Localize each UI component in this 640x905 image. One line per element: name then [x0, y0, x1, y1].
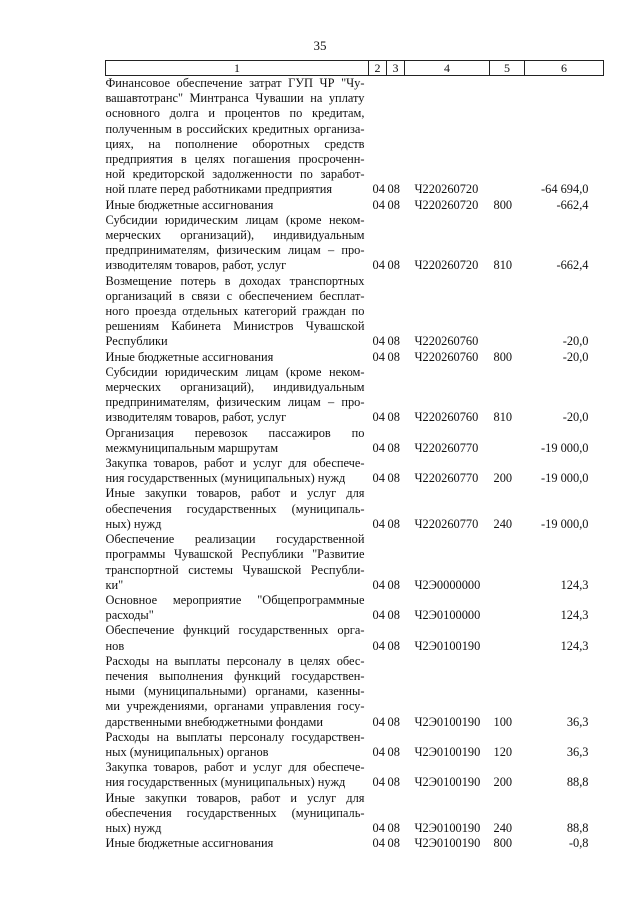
- expense-type-code: [490, 274, 525, 350]
- target-article-code: Ч220260720: [414, 197, 479, 212]
- amount: 36,3: [566, 744, 589, 759]
- description-line: предпринимателям, физическим лицам – про-: [105, 395, 365, 410]
- description-line: расходы": [105, 608, 154, 623]
- description-line: мерческих организаций), индивидуальным: [105, 228, 365, 243]
- target-article-code: Ч220260770: [414, 471, 479, 486]
- expense-type-code: 120: [493, 744, 513, 759]
- description-line: Иные бюджетные ассигнования: [105, 349, 274, 364]
- row-description: [106, 836, 369, 851]
- table-row: [106, 365, 604, 426]
- header-col-3: 3: [387, 61, 405, 76]
- amount: 124,3: [560, 577, 589, 592]
- description-line: Иные закупки товаров, работ и услуг для: [105, 486, 365, 501]
- description-line: ных) нужд: [105, 516, 162, 531]
- section-code: 04: [372, 714, 385, 729]
- subsection-code: 08: [387, 577, 400, 592]
- subsection-code: 08: [387, 775, 400, 790]
- row-description: [106, 532, 369, 593]
- expense-type-code: [490, 76, 525, 198]
- table-row: [106, 76, 604, 198]
- table-row: [106, 532, 604, 593]
- description-line: организаций в связи с обеспечением бесплат-: [105, 288, 365, 303]
- subsection-code: 08: [387, 608, 400, 623]
- row-description: [106, 760, 369, 790]
- section-code: 04: [372, 471, 385, 486]
- expense-type-code: [490, 623, 525, 653]
- section-code: 04: [372, 334, 385, 349]
- description-line: Расходы на выплаты персоналу государствен-: [105, 729, 365, 744]
- row-description: [106, 654, 369, 730]
- table-row: [106, 654, 604, 730]
- amount: -19 000,0: [541, 471, 589, 486]
- row-description: [106, 213, 369, 274]
- description-line: дарственными внебюджетными фондами: [105, 714, 324, 729]
- section-code: 04: [372, 775, 385, 790]
- expense-type-code: 200: [493, 471, 513, 486]
- subsection-code: 08: [387, 471, 400, 486]
- table-row: [106, 350, 604, 365]
- amount: -19 000,0: [541, 440, 589, 455]
- target-article-code: Ч220260720: [414, 182, 479, 197]
- description-line: ных (муниципальных) органов: [105, 744, 269, 759]
- target-article-code: Ч220260770: [414, 440, 479, 455]
- section-code: 04: [372, 516, 385, 531]
- subsection-code: 08: [387, 258, 400, 273]
- row-description: [106, 198, 369, 213]
- row-description: [106, 426, 369, 456]
- description-line: Субсидии юридическим лицам (кроме неком-: [105, 364, 365, 379]
- amount: -662,4: [556, 197, 589, 212]
- amount: -0,8: [568, 836, 589, 851]
- target-article-code: Ч220260770: [414, 516, 479, 531]
- amount: 36,3: [566, 714, 589, 729]
- section-code: 04: [372, 182, 385, 197]
- section-code: 04: [372, 744, 385, 759]
- table-row: [106, 730, 604, 760]
- target-article-code: Ч220260760: [414, 334, 479, 349]
- description-line: ных) нужд: [105, 820, 162, 835]
- header-row: [106, 61, 604, 76]
- header-col-1: 1: [106, 61, 369, 76]
- description-line: Иные бюджетные ассигнования: [105, 836, 274, 851]
- description-line: межмуниципальным маршрутам: [105, 440, 279, 455]
- description-line: Обеспечение реализации государственной: [105, 532, 365, 547]
- description-line: печения выполнения функций государствен-: [105, 668, 365, 683]
- subsection-code: 08: [387, 744, 400, 759]
- table-row: [106, 760, 604, 790]
- description-line: ными (муниципальными) органами, казенны-: [105, 684, 365, 699]
- table-row: [106, 456, 604, 486]
- target-article-code: Ч2Э0000000: [414, 577, 481, 592]
- description-line: Республики: [105, 334, 168, 349]
- expense-type-code: [490, 426, 525, 456]
- budget-table: [105, 60, 604, 851]
- section-code: 04: [372, 440, 385, 455]
- subsection-code: 08: [387, 836, 400, 851]
- description-line: программы Чувашской Республики "Развитие: [105, 547, 365, 562]
- description-line: изводителям товаров, работ, услуг: [105, 410, 287, 425]
- section-code: 04: [372, 410, 385, 425]
- row-description: [106, 791, 369, 837]
- subsection-code: 08: [387, 334, 400, 349]
- subsection-code: 08: [387, 440, 400, 455]
- description-line: ной кредиторской задолженности по заработ-: [105, 167, 365, 182]
- subsection-code: 08: [387, 349, 400, 364]
- expense-type-code: 100: [493, 714, 513, 729]
- target-article-code: Ч2Э0100190: [414, 820, 481, 835]
- expense-type-code: 810: [493, 410, 513, 425]
- expense-type-code: [490, 532, 525, 593]
- section-code: 04: [372, 349, 385, 364]
- description-line: транспортной системы Чувашской Республи-: [105, 562, 365, 577]
- description-line: Основное мероприятие "Общепрограммные: [105, 592, 365, 607]
- expense-type-code: 240: [493, 516, 513, 531]
- description-line: ния государственных (муниципальных) нужд: [105, 471, 346, 486]
- section-code: 04: [372, 836, 385, 851]
- description-line: ми учреждениями, органами управления госу-: [105, 699, 365, 714]
- description-line: изводителям товаров, работ, услуг: [105, 258, 287, 273]
- amount: -20,0: [562, 349, 589, 364]
- description-line: ного проезда отдельных категорий граждан по: [105, 304, 365, 319]
- description-line: Субсидии юридическим лицам (кроме неком-: [105, 212, 365, 227]
- description-line: Закупка товаров, работ и услуг для обеспече-: [105, 760, 365, 775]
- target-article-code: Ч2Э0100190: [414, 775, 481, 790]
- table-row: [106, 486, 604, 532]
- header-col-4: 4: [405, 61, 490, 76]
- target-article-code: Ч2Э0100190: [414, 836, 481, 851]
- subsection-code: 08: [387, 820, 400, 835]
- description-line: Обеспечение функций государственных орга-: [105, 623, 365, 638]
- row-description: [106, 456, 369, 486]
- expense-type-code: 800: [493, 836, 513, 851]
- row-description: [106, 486, 369, 532]
- amount: -20,0: [562, 410, 589, 425]
- description-line: нов: [105, 638, 125, 653]
- target-article-code: Ч2Э0100190: [414, 638, 481, 653]
- description-line: ной плате перед работниками предприятия: [105, 182, 333, 197]
- target-article-code: Ч220260720: [414, 258, 479, 273]
- table-row: [106, 198, 604, 213]
- target-article-code: Ч2Э0100000: [414, 608, 481, 623]
- table-row: [106, 836, 604, 851]
- table-row: [106, 623, 604, 653]
- section-code: 04: [372, 608, 385, 623]
- description-line: Финансовое обеспечение затрат ГУП ЧР "Чу-: [105, 76, 365, 90]
- target-article-code: Ч2Э0100190: [414, 714, 481, 729]
- expense-type-code: 240: [493, 820, 513, 835]
- description-line: Организация перевозок пассажиров по: [105, 425, 365, 440]
- row-description: [106, 76, 369, 198]
- description-line: мерческих организаций), индивидуальным: [105, 380, 365, 395]
- expense-type-code: 810: [493, 258, 513, 273]
- amount: -20,0: [562, 334, 589, 349]
- section-code: 04: [372, 577, 385, 592]
- table-row: [106, 593, 604, 623]
- table-row: [106, 426, 604, 456]
- amount: -19 000,0: [541, 516, 589, 531]
- expense-type-code: [490, 593, 525, 623]
- row-description: [106, 593, 369, 623]
- row-description: [106, 274, 369, 350]
- page-number: 35: [313, 38, 327, 53]
- description-line: предпринимателям, физическим лицам – про-: [105, 243, 365, 258]
- description-line: полученным в российских кредитных организа-: [105, 121, 365, 136]
- description-line: вашавтотранс" Минтранса Чувашии на уплату: [105, 91, 365, 106]
- row-description: [106, 350, 369, 365]
- target-article-code: Ч220260760: [414, 349, 479, 364]
- row-description: [106, 365, 369, 426]
- expense-type-code: 200: [493, 775, 513, 790]
- row-description: [106, 623, 369, 653]
- subsection-code: 08: [387, 197, 400, 212]
- section-code: 04: [372, 638, 385, 653]
- table-row: [106, 791, 604, 837]
- amount: 124,3: [560, 638, 589, 653]
- description-line: ки": [105, 577, 124, 592]
- description-line: циях, на пополнение оборотных средств: [105, 136, 365, 151]
- subsection-code: 08: [387, 714, 400, 729]
- expense-type-code: 800: [493, 197, 513, 212]
- description-line: Закупка товаров, работ и услуг для обеспече-: [105, 456, 365, 471]
- subsection-code: 08: [387, 638, 400, 653]
- description-line: Иные закупки товаров, работ и услуг для: [105, 790, 365, 805]
- amount: 124,3: [560, 608, 589, 623]
- amount: -662,4: [556, 258, 589, 273]
- subsection-code: 08: [387, 516, 400, 531]
- section-code: 04: [372, 258, 385, 273]
- description-line: ния государственных (муниципальных) нужд: [105, 775, 346, 790]
- section-code: 04: [372, 197, 385, 212]
- description-line: основного долга и процентов по кредитам,: [105, 106, 365, 121]
- description-line: обеспечения государственных (муниципаль-: [105, 501, 365, 516]
- description-line: обеспечения государственных (муниципаль-: [105, 805, 365, 820]
- header-col-5: 5: [490, 61, 525, 76]
- description-line: предприятия в целях погашения просроченн-: [105, 152, 365, 167]
- section-code: 04: [372, 820, 385, 835]
- description-line: Возмещение потерь в доходах транспортных: [105, 273, 365, 288]
- amount: -64 694,0: [541, 182, 589, 197]
- header-col-6: 6: [525, 61, 604, 76]
- description-line: Иные бюджетные ассигнования: [105, 197, 274, 212]
- subsection-code: 08: [387, 410, 400, 425]
- description-line: Расходы на выплаты персоналу в целях обес-: [105, 653, 365, 668]
- description-line: решениям Кабинета Министров Чувашской: [105, 319, 365, 334]
- subsection-code: 08: [387, 182, 400, 197]
- table-row: [106, 274, 604, 350]
- header-col-2: 2: [369, 61, 387, 76]
- table-row: [106, 213, 604, 274]
- expense-type-code: 800: [493, 349, 513, 364]
- amount: 88,8: [566, 820, 589, 835]
- amount: 88,8: [566, 775, 589, 790]
- target-article-code: Ч220260760: [414, 410, 479, 425]
- target-article-code: Ч2Э0100190: [414, 744, 481, 759]
- row-description: [106, 730, 369, 760]
